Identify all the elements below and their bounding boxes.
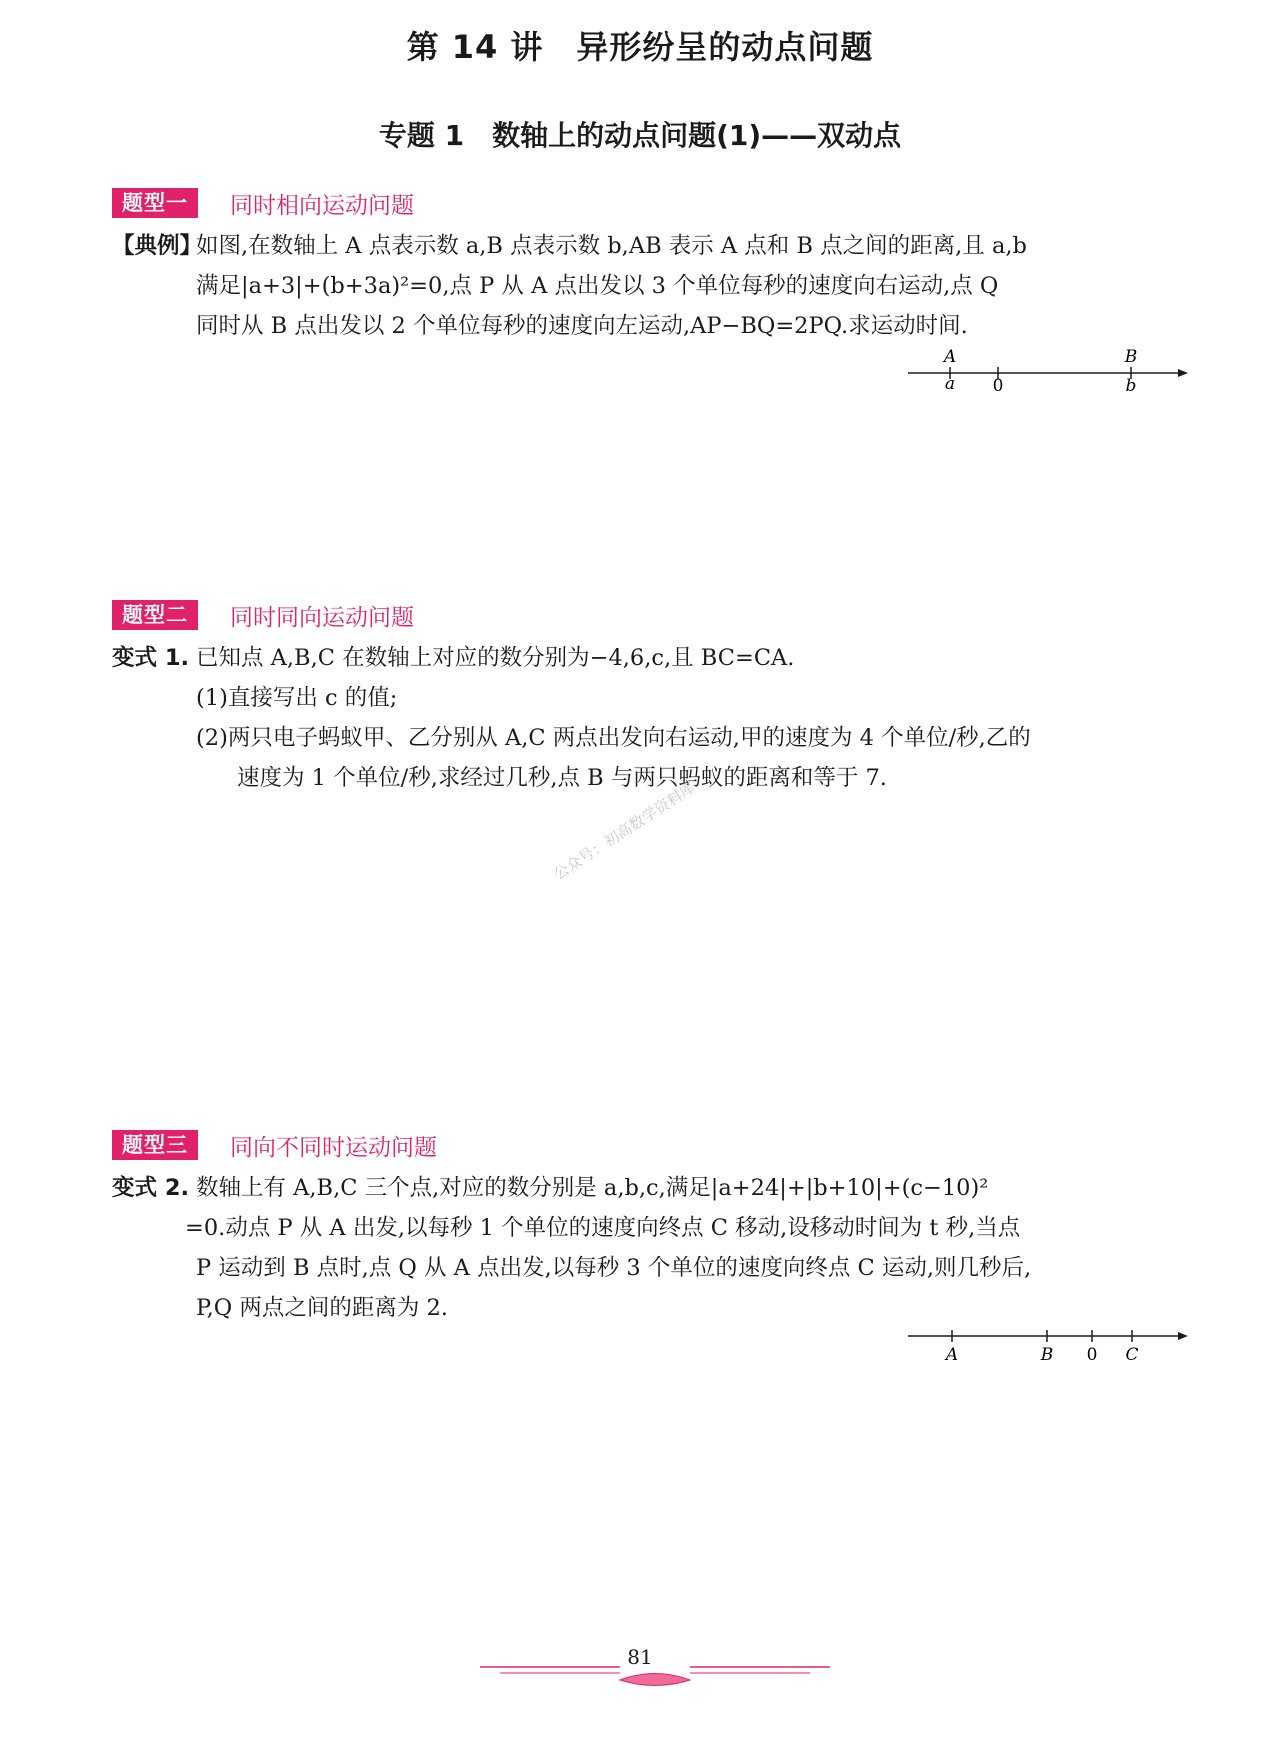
value-label-0: 0 <box>992 376 1004 395</box>
section-3-badge: 题型三 <box>112 1130 198 1160</box>
section-1-line-2: 满足|a+3|+(b+3a)²=0,点 P 从 A 点出发以 3 个单位每秒的速度向右运动,点 Q <box>196 273 999 299</box>
section-1-body <box>196 226 1186 346</box>
section-2-line-1: 已知点 A,B,C 在数轴上对应的数分别为−4,6,c,且 BC=CA. <box>196 645 795 671</box>
point-label-B: B <box>1040 1345 1054 1365</box>
axis-arrow <box>1178 369 1188 377</box>
number-line-1 <box>900 345 1190 395</box>
value-label-0: 0 <box>1086 1345 1098 1365</box>
section-2-lead <box>112 638 189 678</box>
section-3-name: 同向不同时运动问题 <box>230 1134 437 1161</box>
section-1-line-3: 同时从 B 点出发以 2 个单位每秒的速度向左运动,AP−BQ=2PQ.求运动时间. <box>196 313 968 339</box>
point-label-A: A <box>945 1345 959 1365</box>
section-3-header <box>112 1130 437 1160</box>
section-1-lead <box>112 226 202 266</box>
section-1-line-1: 如图,在数轴上 A 点表示数 a,B 点表示数 b,AB 表示 A 点和 B 点之间的距离,且 a,b <box>196 233 1027 259</box>
section-2-line-4: 速度为 1 个单位/秒,求经过几秒,点 B 与两只蚂蚁的距离和等于 7. <box>237 765 887 791</box>
point-label-C: C <box>1125 1345 1139 1365</box>
section-2-header <box>112 600 414 630</box>
section-1-badge: 题型一 <box>112 188 198 218</box>
section-1-header <box>112 188 414 218</box>
point-label-B: B <box>1124 347 1138 367</box>
section-2-line-3: (2)两只电子蚂蚁甲、乙分别从 A,C 两点出发向右运动,甲的速度为 4 个单位/秒,乙的 <box>196 725 1031 751</box>
section-3-line-1: 数轴上有 A,B,C 三个点,对应的数分别是 a,b,c,满足|a+24|+|b+10|+(c−10)² <box>196 1175 989 1201</box>
point-label-A: A <box>943 347 957 367</box>
section-3-lead <box>112 1168 189 1208</box>
number-line-2 <box>900 1320 1190 1370</box>
lecture-title: 第 14 讲 异形纷呈的动点问题 <box>406 28 874 66</box>
topic-title: 专题 1 数轴上的动点问题(1)——双动点 <box>378 119 902 152</box>
section-1-name: 同时相向运动问题 <box>230 192 414 219</box>
watermark: 公众号：初高数学资料库 <box>550 778 699 884</box>
value-label-a: a <box>944 374 956 394</box>
section-3-lead-label: 变式 2. <box>112 1175 190 1201</box>
section-1-lead-label: 【典例】 <box>112 233 203 259</box>
section-2-badge: 题型二 <box>112 600 198 630</box>
section-2-line-2: (1)直接写出 c 的值; <box>196 685 398 711</box>
book-icon <box>620 1674 690 1686</box>
section-3-line-4: P,Q 两点之间的距离为 2. <box>196 1295 448 1321</box>
section-3-line-2: =0.动点 P 从 A 出发,以每秒 1 个单位的速度向终点 C 移动,设移动时间为 t 秒,当点 <box>185 1215 1021 1241</box>
value-label-b: b <box>1125 376 1137 395</box>
axis-arrow <box>1178 1332 1188 1340</box>
page-number: 81 <box>627 1645 653 1669</box>
section-3-line-3: P 运动到 B 点时,点 Q 从 A 点出发,以每秒 3 个单位的速度向终点 C 运动,则几秒后, <box>196 1255 1032 1281</box>
section-2-lead-label: 变式 1. <box>112 645 190 671</box>
section-2-name: 同时同向运动问题 <box>230 604 414 631</box>
